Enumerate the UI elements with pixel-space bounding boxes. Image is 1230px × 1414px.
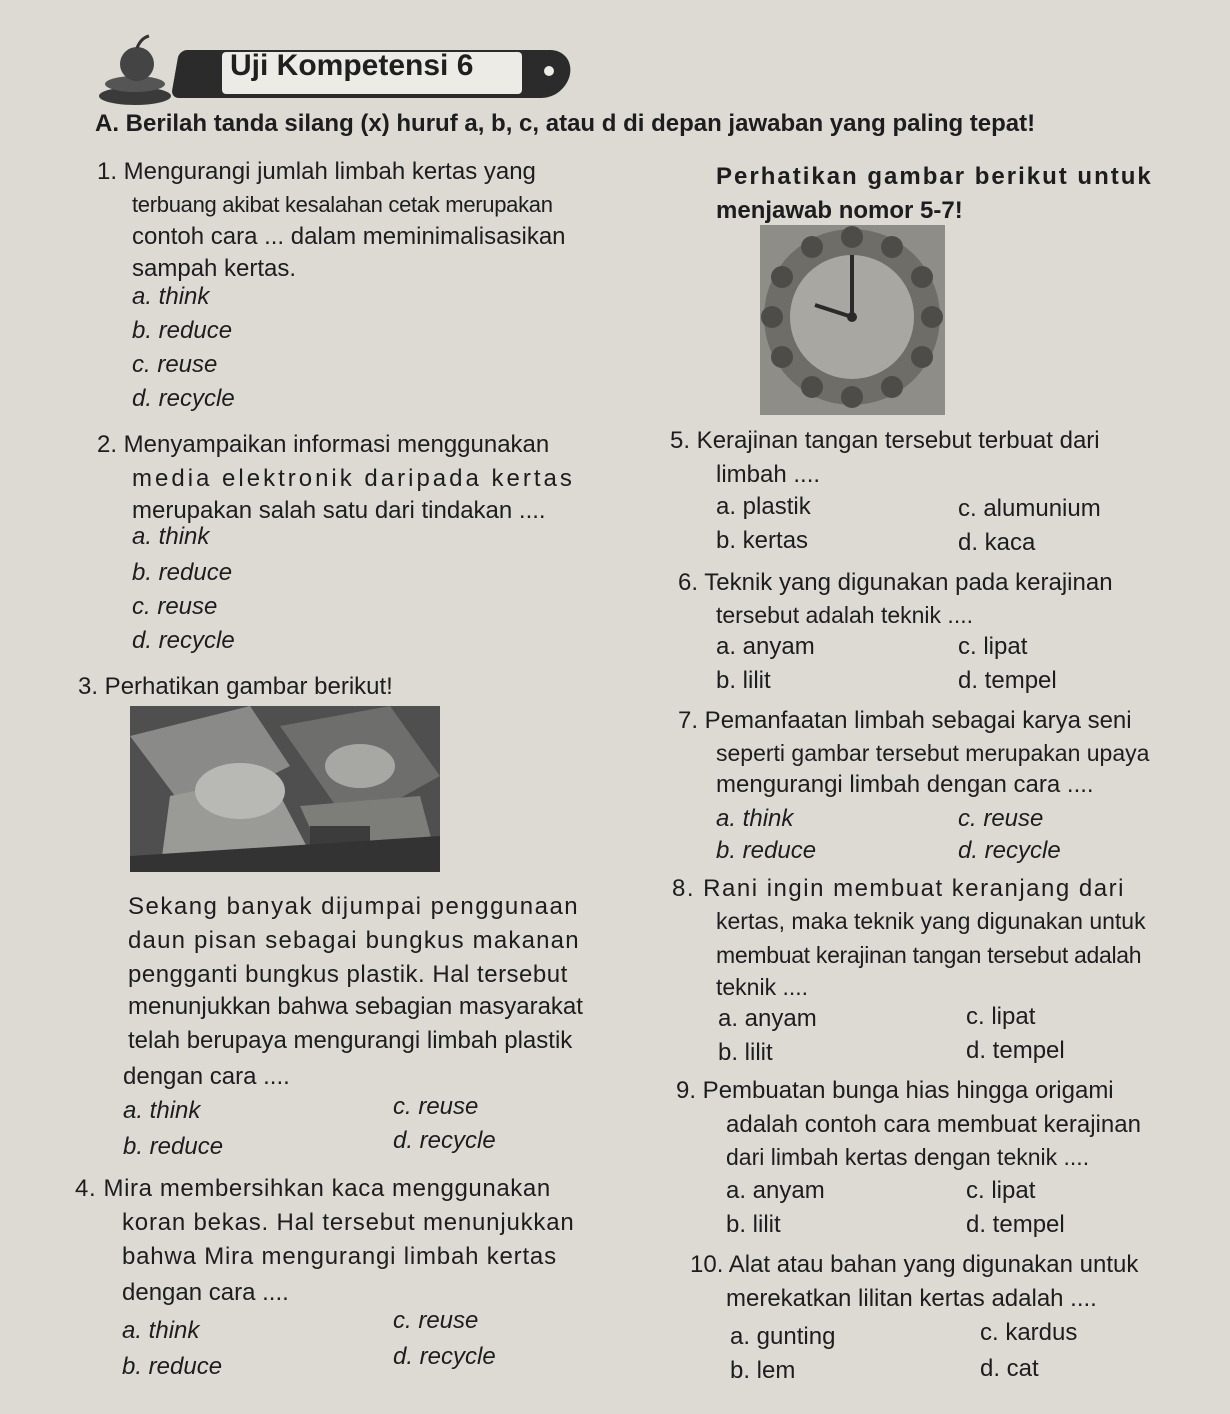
q1-option-b[interactable]: b. reduce (132, 317, 233, 344)
q1-option-a[interactable]: a. think (132, 283, 210, 310)
q8-option-c[interactable]: c. lipat (966, 1003, 1036, 1030)
q8-option-a[interactable]: a. anyam (718, 1005, 817, 1032)
q10-option-d[interactable]: d. cat (980, 1355, 1039, 1382)
q1-line: 1. Mengurangi jumlah limbah kertas yang (97, 158, 536, 185)
q9-line: dari limbah kertas dengan teknik .... (726, 1144, 1090, 1170)
q3-line: daun pisan sebagai bungkus makanan (128, 927, 580, 954)
q7-line: seperti gambar tersebut merupakan upaya (716, 740, 1150, 766)
q1-line: sampah kertas. (132, 255, 297, 282)
q2-option-b[interactable]: b. reduce (132, 559, 233, 586)
q6-option-c[interactable]: c. lipat (958, 633, 1028, 660)
q8-option-b[interactable]: b. lilit (718, 1039, 773, 1066)
q9-option-a[interactable]: a. anyam (726, 1177, 825, 1204)
q3-line: pengganti bungkus plastik. Hal tersebut (128, 961, 568, 988)
banana-leaf-photo-shapes (130, 706, 440, 872)
q4-option-c[interactable]: c. reuse (393, 1307, 479, 1334)
q9-option-d[interactable]: d. tempel (966, 1211, 1065, 1238)
q3-line: menunjukkan bahwa sebagian masyarakat (128, 993, 583, 1020)
q6-option-a[interactable]: a. anyam (716, 633, 815, 660)
q7-option-c[interactable]: c. reuse (958, 805, 1044, 832)
q7-option-a[interactable]: a. think (716, 805, 794, 832)
q3-line: telah berupaya mengurangi limbah plastik (128, 1027, 573, 1054)
q6-option-d[interactable]: d. tempel (958, 667, 1057, 694)
q5-line: limbah .... (716, 461, 821, 488)
paper-coil-clock-photo (760, 225, 945, 415)
q6-line: 6. Teknik yang digunakan pada kerajinan (678, 569, 1113, 596)
q8-line: teknik .... (716, 974, 809, 1000)
right-lead-line: Perhatikan gambar berikut untuk (716, 163, 1153, 190)
q2-option-c[interactable]: c. reuse (132, 593, 218, 620)
q5-option-b[interactable]: b. kertas (716, 527, 809, 554)
q1-line: terbuang akibat kesalahan cetak merupakan (132, 192, 553, 217)
banana-leaf-wrapped-food-photo (130, 706, 440, 872)
q3-line: dengan cara .... (123, 1063, 290, 1090)
q3-option-d[interactable]: d. recycle (393, 1127, 496, 1154)
q9-line: adalah contoh cara membuat kerajinan (726, 1111, 1141, 1138)
q4-option-a[interactable]: a. think (122, 1317, 200, 1344)
q7-option-b[interactable]: b. reduce (716, 837, 817, 864)
q3-line: Sekang banyak dijumpai penggunaan (128, 893, 580, 920)
q4-option-d[interactable]: d. recycle (393, 1343, 496, 1370)
q4-line: 4. Mira membersihkan kaca menggunakan (75, 1175, 551, 1202)
q1-line: contoh cara ... dalam meminimalisasikan (132, 223, 566, 250)
q2-option-a[interactable]: a. think (132, 523, 210, 550)
q4-line: dengan cara .... (122, 1279, 289, 1306)
instruction: A. Berilah tanda silang (x) huruf a, b, c, atau d di depan jawaban yang paling tepat! (95, 110, 1036, 137)
q4-line: bahwa Mira mengurangi limbah kertas (122, 1243, 557, 1270)
q4-line: koran bekas. Hal tersebut menunjukkan (122, 1209, 575, 1236)
q2-line: merupakan salah satu dari tindakan .... (132, 497, 546, 524)
paper-coil-clock-shapes (760, 225, 945, 415)
q2-line: media elektronik daripada kertas (132, 465, 575, 492)
apple-books-icon (95, 28, 180, 108)
q4-option-b[interactable]: b. reduce (122, 1353, 223, 1380)
q3-intro: 3. Perhatikan gambar berikut! (78, 673, 393, 700)
q10-option-a[interactable]: a. gunting (730, 1323, 836, 1350)
right-lead-line: menjawab nomor 5-7! (716, 197, 963, 224)
q7-line: mengurangi limbah dengan cara .... (716, 771, 1094, 798)
q3-option-a[interactable]: a. think (123, 1097, 201, 1124)
q2-line: 2. Menyampaikan informasi menggunakan (97, 431, 550, 458)
q9-option-b[interactable]: b. lilit (726, 1211, 781, 1238)
q8-line: kertas, maka teknik yang digunakan untuk (716, 908, 1146, 934)
q5-line: 5. Kerajinan tangan tersebut terbuat dari (670, 427, 1100, 454)
q10-line: 10. Alat atau bahan yang digunakan untuk (690, 1251, 1139, 1278)
q2-option-d[interactable]: d. recycle (132, 627, 235, 654)
q1-option-d[interactable]: d. recycle (132, 385, 235, 412)
q9-option-c[interactable]: c. lipat (966, 1177, 1036, 1204)
q10-line: merekatkan lilitan kertas adalah .... (726, 1285, 1097, 1312)
q8-option-d[interactable]: d. tempel (966, 1037, 1065, 1064)
q7-option-d[interactable]: d. recycle (958, 837, 1061, 864)
q10-option-b[interactable]: b. lem (730, 1357, 796, 1384)
q8-line: 8. Rani ingin membuat keranjang dari (672, 875, 1125, 902)
q1-option-c[interactable]: c. reuse (132, 351, 218, 378)
q5-option-c[interactable]: c. alumunium (958, 495, 1101, 522)
q6-line: tersebut adalah teknik .... (716, 602, 973, 628)
q5-option-a[interactable]: a. plastik (716, 493, 811, 520)
q6-option-b[interactable]: b. lilit (716, 667, 771, 694)
q10-option-c[interactable]: c. kardus (980, 1319, 1078, 1346)
q3-option-b[interactable]: b. reduce (123, 1133, 224, 1160)
q3-option-c[interactable]: c. reuse (393, 1093, 479, 1120)
q8-line: membuat kerajinan tangan tersebut adalah (716, 942, 1142, 968)
q9-line: 9. Pembuatan bunga hias hingga origami (676, 1077, 1114, 1104)
title-bullet (544, 66, 554, 76)
q7-line: 7. Pemanfaatan limbah sebagai karya seni (678, 707, 1132, 734)
q5-option-d[interactable]: d. kaca (958, 529, 1036, 556)
page-title: Uji Kompetensi 6 (230, 49, 474, 82)
